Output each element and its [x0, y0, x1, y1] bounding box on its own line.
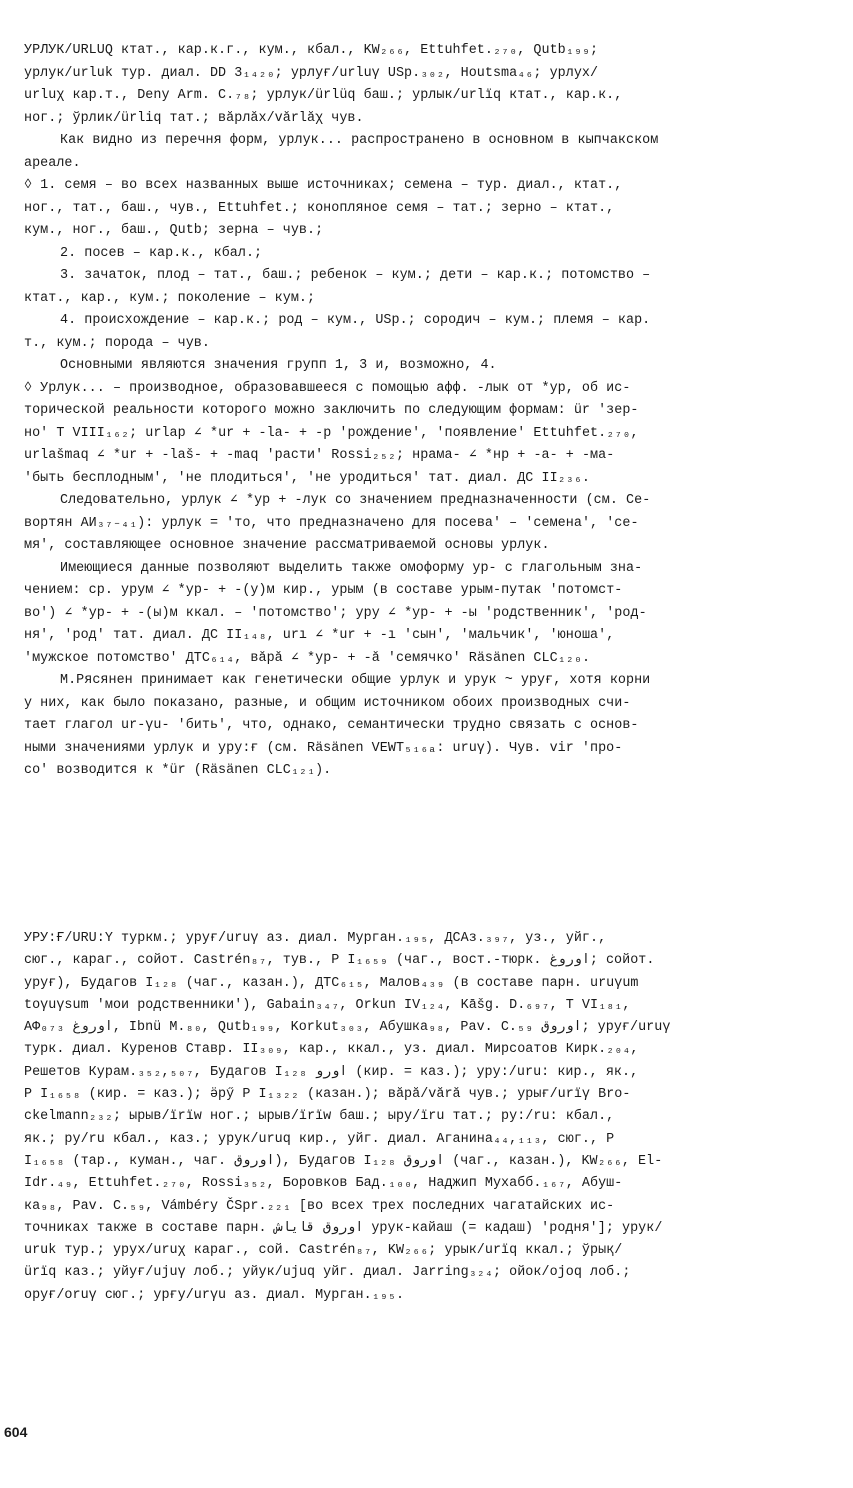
text-line: Имеющиеся данные позволяют выделить также омоформу ур- с глагольным зна-: [60, 560, 643, 576]
page-number: 604: [4, 1424, 28, 1440]
text-line: оруғ/oruγ сюг.; урғу/urγu аз. диал. Мурган.₁₉₅.: [24, 1287, 405, 1303]
text-line: тает глагол ur-γu- 'бить', что, однако, семантически трудно связать с основ-: [24, 718, 639, 733]
text-line: ня', 'род' тат. диал. ДС II₁₄₈, urı ∠ *ur + -ı 'сын', 'мальчик', 'юноша',: [24, 628, 615, 643]
text-line: чением: ср. урум ∠ *ур- + -(у)м кир., урым (в составе урым-путак 'потомст-: [24, 583, 623, 598]
text-line: со' возводится к *ür (Räsänen CLC₁₂₁).: [24, 763, 332, 778]
text-line: 2. посев – кар.к., кбал.;: [60, 245, 263, 261]
text-line: УРЛУК/URLUQ ктат., кар.к.г., кум., кбал., KW₂₆₆, Ettuhfet.₂₇₀, Qutb₁₉₉;: [24, 43, 599, 58]
text-line: Основными являются значения групп 1, 3 и, возможно, 4.: [60, 358, 497, 373]
text-line: мя', составляющее основное значение рассматриваемой основы урлук.: [24, 538, 550, 553]
text-line: ckelmann₂₃₂; ырыв/ïrïw ног.; ырыв/ïrïw баш.; ыру/ïru тат.; ру:/ru: кбал.,: [24, 1109, 615, 1125]
text-line: ными значениями урлук и уру:ғ (см. Räsänen VEWT₅₁₆ₐ: uruγ). Чув. vir 'про-: [24, 740, 623, 756]
text-line: ◊ Урлук... – производное, образовавшееся с помощью афф. -лык от *ур, об ис-: [24, 380, 631, 396]
text-line: ◊ 1. семя – во всех названных выше источниках; семена – тур. диал., ктат.,: [24, 178, 623, 193]
text-line: ктат., кар., кум.; поколение – кум.;: [24, 290, 316, 306]
text-line: вортян АИ₃₇₋₄₁): урлук = 'то, что предназначено для посева' – 'семена', 'се-: [24, 515, 639, 531]
text-line: urlašmaq ∠ *ur + -laš- + -maq 'расти' Rossi₂₅₂; нрама- ∠ *нр + -а- + -ма-: [24, 448, 615, 463]
text-line: urluχ кар.т., Deny Arm. C.₇₈; урлук/ürlüq баш.; урлык/urlïq ктат., кар.к.,: [24, 88, 623, 103]
text-line: т., кум.; порода – чув.: [24, 335, 210, 351]
text-line: М.Рясянен принимает как генетически общие урлук и урук ~ уруғ, хотя корни: [60, 673, 651, 688]
text-line: но' T VIII₁₆₂; urlap ∠ *ur + -la- + -p 'рождение', 'появление' Ettuhfet.₂₇₀,: [24, 425, 639, 441]
text-line: АФ₀₇₃ اوروغ, Ibnü M.₈₀, Qutb₁₉₉, Korkut₃₀₃, Абушка₉₈, Pav. C.₅₉ اوروق; уруғ/uruγ: [24, 1020, 671, 1036]
text-line: ка₉₈, Pav. C.₅₉, Vámbéry ČSpr.₂₂₁ [во всех трех последних чагатайских ис-: [24, 1198, 615, 1214]
text-line: ареале.: [24, 155, 81, 171]
text-line: як.; ру/ru кбал., каз.; урук/uruq кир., уйг. диал. Аганина₄₄,₁₁₃, сюг., Р: [24, 1131, 615, 1147]
text-line: Следовательно, урлук ∠ *ур + -лук со значением предназначенности (см. Се-: [60, 493, 651, 508]
text-line: ног.; ўрлик/ürliq тат.; вăрлăх/vărlăχ чув.: [24, 110, 364, 126]
text-line: Р I₁₆₅₈ (кир. = каз.); ӛрӳ Р I₁₃₂₂ (казан.); вăрă/vără чув.; урығ/urïγ Bro-: [24, 1087, 631, 1103]
text-line: I₁₆₅₈ (тар., куман., чаг. اوروق), Будагов I₁₂₈ اوروق (чаг., казан.), KW₂₆₆, El-: [24, 1153, 663, 1169]
text-line: ног., тат., баш., чув., Ettuhfet.; конопляное семя – тат.; зерно – ктат.,: [24, 200, 615, 216]
text-line: 4. происхождение – кар.к.; род – кум., USp.; сородич – кум.; племя – кар.: [60, 313, 651, 328]
text-line: Решетов Курам.₃₅₂,₅₀₇, Будагов I₁₂₈ اورو (кир. = каз.); уру:/uru: кир., як.,: [24, 1064, 639, 1080]
entry-uru-g: [24, 928, 836, 1307]
text-line: ürïq каз.; уйуғ/ujuγ лоб.; уйук/ujuq уйг. диал. Jarring₃₂₄; ойок/ojoq лоб.;: [24, 1265, 631, 1281]
text-line: Idr.₄₉, Ettuhfet.₂₇₀, Rossi₃₅₂, Боровков Бад.₁₀₀, Наджип Мухабб.₁₆₇, Абуш-: [24, 1176, 623, 1192]
text-line: сюг., караг., сойот. Castrén₈₇, тув., Р I₁₆₅₉ (чаг., вост.-тюрк. اوروغ; сойот.: [24, 953, 655, 969]
text-line: 'мужское потомство' ДТС₆₁₄, вăрă ∠ *ур- + -ă 'семячко' Räsänen CLC₁₂₀.: [24, 650, 591, 666]
text-line: турк. диал. Куренов Ставр. II₃₀₉, кар., ккал., уз. диал. Мирсоатов Кирк.₂₀₄,: [24, 1042, 639, 1058]
text-line: Как видно из перечня форм, урлук... распространено в основном в кыпчакском: [60, 133, 659, 148]
text-line: uruk тур.; урух/uruχ караг., сой. Castrén₈₇, KW₂₆₆; урык/urïq ккал.; ўрық/: [24, 1243, 623, 1259]
text-line: во') ∠ *ур- + -(ы)м ккал. – 'потомство'; уру ∠ *ур- + -ы 'родственник', 'род-: [24, 605, 647, 621]
entry-urluk: [24, 40, 836, 783]
text-line: урлук/urluk тур. диал. DD 3₁₄₂₀; урлуғ/urluγ USp.₃₀₂, Houtsma₄₆; урлух/: [24, 65, 599, 81]
text-line: 'быть бесплодным', 'не плодиться', 'не уродиться' тат. диал. ДС II₂₃₆.: [24, 470, 590, 486]
text-line: 3. зачаток, плод – тат., баш.; ребенок – кум.; дети – кар.к.; потомство –: [60, 268, 651, 283]
text-line: кум., ног., баш., Qutb; зерна – чув.;: [24, 223, 324, 238]
text-line: уруғ), Будагов I₁₂₈ (чаг., казан.), ДТС₆₁₅, Малов₄₃₉ (в составе парн. uruγum: [24, 975, 639, 991]
text-line: УРУ:Ғ/URU:Y туркм.; уруғ/uruγ аз. диал. Мурган.₁₉₅, ДСАз.₃₉₇, уз., уйг.,: [24, 931, 607, 946]
text-line: торической реальности которого можно заключить по следующим формам: ür 'зер-: [24, 403, 639, 418]
text-line: точниках также в составе парн. اوروق قاياش урук-кайаш (= кадаш) 'родня']; урук/: [24, 1220, 663, 1236]
text-line: toγuγsum 'мои родственники'), Gabain₃₄₇, Orkun IV₁₂₄, Kāšg. D.₆₉₇, T VI₁₈₁,: [24, 997, 631, 1013]
text-line: у них, как было показано, разные, и общим источником обоих производных счи-: [24, 695, 631, 711]
